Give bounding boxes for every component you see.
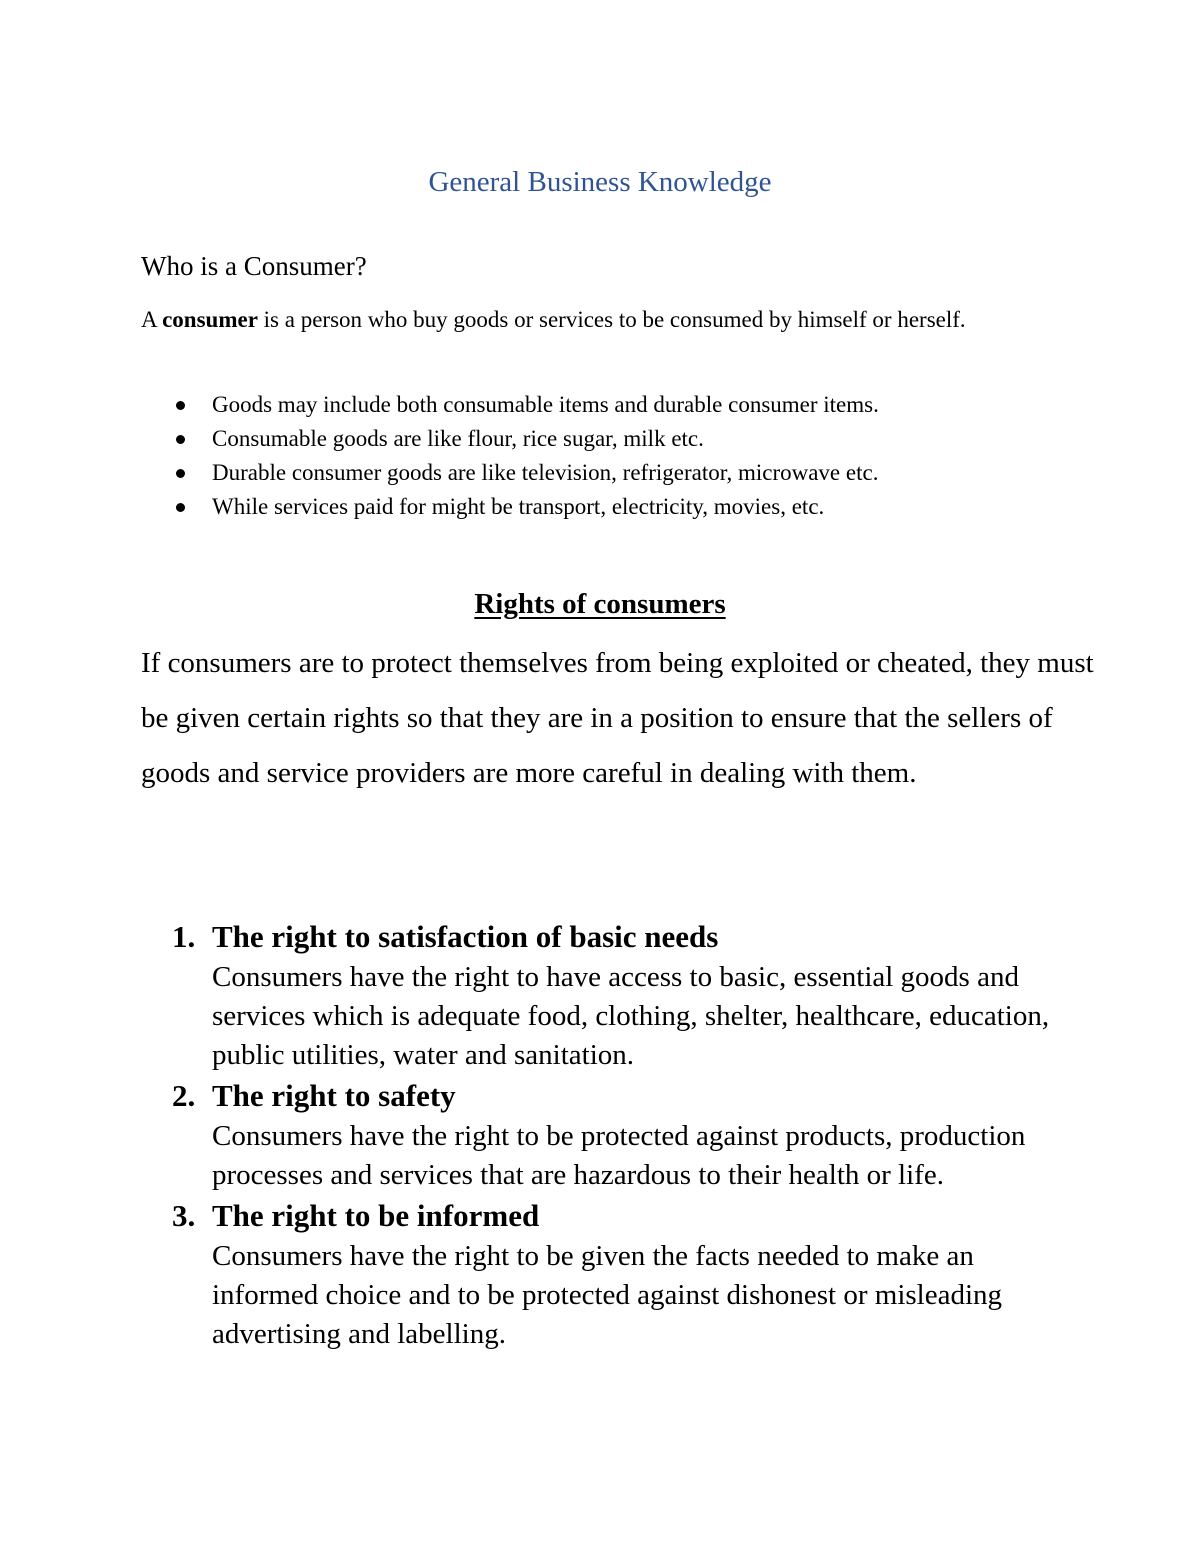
right-item-informed xyxy=(141,1195,1101,1354)
bullet-icon xyxy=(176,435,185,444)
document-title: General Business Knowledge xyxy=(428,166,772,198)
list-item xyxy=(141,388,1091,422)
bullet-text: Consumable goods are like flour, rice sugar, milk etc. xyxy=(212,426,704,451)
right-title: The right to safety xyxy=(212,1078,456,1113)
bullet-icon xyxy=(176,503,185,512)
bullet-icon xyxy=(176,469,185,478)
bullet-text: Goods may include both consumable items and durable consumer items. xyxy=(212,392,879,417)
list-item xyxy=(141,422,1091,456)
rights-heading-text: Rights of consumers xyxy=(474,588,726,620)
right-title: The right to be informed xyxy=(212,1198,540,1233)
list-item xyxy=(141,490,1091,524)
right-description: Consumers have the right to be protected against products, production processes and services that are hazardous to their health or life. xyxy=(212,1120,1026,1191)
right-number: 2. xyxy=(172,1078,196,1113)
definition-rest: is a person who buy goods or services to be consumed by himself or herself. xyxy=(257,307,966,332)
list-item xyxy=(141,456,1091,490)
right-title: The right to satisfaction of basic needs xyxy=(212,919,719,954)
consumer-definition xyxy=(141,303,1071,336)
definition-term: consumer xyxy=(162,307,258,332)
rights-heading xyxy=(0,588,1200,621)
definition-prefix: A xyxy=(141,307,163,332)
section-question: Who is a Consumer? xyxy=(141,251,367,281)
right-description: Consumers have the right to be given the facts needed to make an informed choice and to be protected against dishonest or misleading advertising and labelling. xyxy=(212,1240,1003,1350)
right-item-safety xyxy=(141,1075,1101,1195)
right-number: 1. xyxy=(172,919,196,954)
right-item-basic-needs xyxy=(141,916,1101,1075)
bullet-text: While services paid for might be transport, electricity, movies, etc. xyxy=(212,494,825,519)
right-description: Consumers have the right to have access to basic, essential goods and services which is adequate food, clothing, shelter, healthcare, education, public utilities, water and sanitation. xyxy=(212,961,1050,1071)
right-number: 3. xyxy=(172,1198,196,1233)
rights-numbered-list xyxy=(141,916,1101,1354)
goods-bullet-list xyxy=(141,388,1091,524)
rights-intro-paragraph: If consumers are to protect themselves from being exploited or cheated, they must be given certain rights so that they are in a position to ensure that the sellers of goods and service providers are more careful in dealing with them. xyxy=(141,647,1094,789)
bullet-text: Durable consumer goods are like television, refrigerator, microwave etc. xyxy=(212,460,879,485)
bullet-icon xyxy=(176,401,185,410)
